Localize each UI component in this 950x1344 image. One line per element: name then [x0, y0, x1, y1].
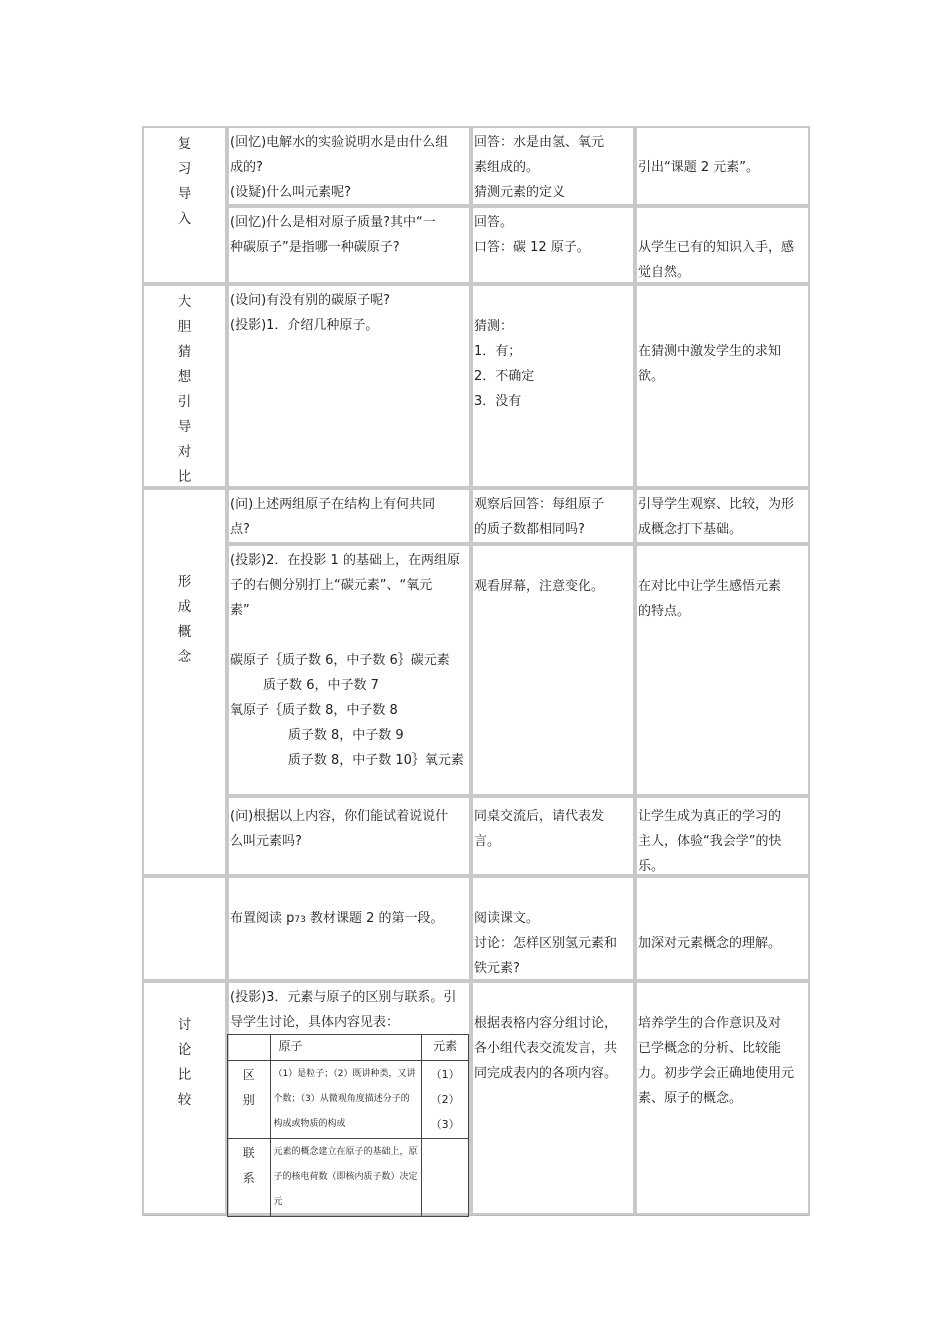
text-line: 的质子数都相同吗? [474, 522, 585, 537]
text-line: 觉自然。 [638, 265, 691, 280]
text-line: 论 [177, 1042, 192, 1058]
text-line: 素” [230, 603, 250, 618]
text-line: 胆 [177, 319, 192, 335]
r8-purpose [635, 981, 810, 1215]
text-line: 1．有； [474, 344, 522, 359]
text-line: 较 [177, 1092, 192, 1108]
atom-element-table [227, 1034, 469, 1217]
inner-diff-atom: （1）是粒子；（2）既讲种类，又讲个数；（3）从微观角度描述分子的构成或物质的构成 [270, 1061, 422, 1139]
r6-teacher [227, 796, 471, 876]
text-line: 同桌交流后，请代表发 [474, 809, 605, 824]
text-line: (投影)1．介绍几种原子。 [230, 318, 379, 333]
stage-reading [142, 876, 227, 981]
text-line: 回答：水是由氢、氧元 [474, 135, 605, 150]
text-line: 培养学生的合作意识及对 [638, 1016, 782, 1031]
text-line: 力。初步学会正确地使用元 [638, 1066, 795, 1081]
text-line: 么叫元素吗? [230, 834, 302, 849]
text-line: 从学生已有的知识入手，感 [638, 240, 795, 255]
r2-student [471, 206, 635, 284]
text-line: 成 [177, 599, 192, 615]
inner-diff-element: （1） （2） （3） [422, 1061, 469, 1139]
text-line: 引导学生观察、比较，为形 [638, 497, 795, 512]
text-line: 猜测元素的定义 [474, 185, 566, 200]
text-line: 质子数 8，中子数 10｝氧元素 [230, 753, 464, 768]
inner-header-element: 元素 [422, 1035, 469, 1061]
text-line: (设问)有没有别的碳原子呢? [230, 293, 391, 308]
text-line [230, 623, 468, 648]
inner-header-atom: 原子 [270, 1035, 422, 1061]
text-line: 复 [177, 136, 192, 152]
text-line: 点? [230, 522, 250, 537]
text-line: 各小组代表交流发言，共 [474, 1041, 618, 1056]
stage-discuss [142, 981, 227, 1215]
text-line: 的特点。 [638, 604, 691, 619]
text-line: 导 [177, 419, 192, 435]
inner-link-element [422, 1139, 469, 1217]
text-line: 导学生讨论，具体内容见表： [230, 1015, 400, 1030]
text-line: 比 [177, 469, 192, 485]
text-line: 乐。 [638, 859, 665, 874]
text-line: 铁元素? [474, 961, 520, 976]
text-line: 引出“课题 2 元素”。 [638, 160, 760, 175]
text-line: 猜测： [474, 319, 514, 334]
inner-diff-label: 区 别 [228, 1061, 271, 1139]
text-line: (问)上述两组原子在结构上有何共同 [230, 497, 436, 512]
inner-link-row [228, 1139, 469, 1217]
inner-corner [228, 1035, 271, 1061]
text-line: 观察后回答：每组原子 [474, 497, 605, 512]
r7-student [471, 876, 635, 981]
text-line: (回忆)什么是相对原子质量?其中“一 [230, 215, 436, 230]
r1-student [471, 126, 635, 206]
r2-teacher [227, 206, 471, 284]
text-line: 比 [177, 1067, 192, 1083]
text-line: 成的? [230, 160, 263, 175]
text-line: 让学生成为真正的学习的 [638, 809, 782, 824]
r3-teacher [227, 284, 471, 488]
text-line: 素、原子的概念。 [638, 1091, 743, 1106]
text-line: (回忆)电解水的实验说明水是由什么组 [230, 135, 449, 150]
text-line: 质子数 8，中子数 9 [230, 728, 404, 743]
r6-purpose [635, 796, 810, 876]
text-line: 导 [177, 186, 192, 202]
text-line: 氧原子｛质子数 8，中子数 8 [230, 703, 398, 718]
text-line: 大 [177, 294, 192, 310]
inner-diff-row [228, 1061, 469, 1139]
text-line: (问)根据以上内容，你们能试着说说什 [230, 809, 449, 824]
text-line: 加深对元素概念的理解。 [638, 936, 782, 951]
r7-purpose [635, 876, 810, 981]
text-line: 素组成的。 [474, 160, 540, 175]
stage-review [142, 126, 227, 284]
r1-teacher [227, 126, 471, 206]
text-line: 已学概念的分析、比较能 [638, 1041, 782, 1056]
text-line: 回答。 [474, 215, 514, 230]
r4-student [471, 488, 635, 544]
text-line: 言。 [474, 834, 501, 849]
text-line: 讨 [177, 1017, 192, 1033]
text-line: 观看屏幕，注意变化。 [474, 579, 605, 594]
r5-teacher [227, 544, 471, 796]
r3-student [471, 284, 635, 488]
text-line: 引 [177, 394, 192, 410]
text-line: 讨论：怎样区别氢元素和 [474, 936, 618, 951]
r3-purpose [635, 284, 810, 488]
r4-purpose [635, 488, 810, 544]
text-line: 念 [177, 649, 192, 665]
inner-link-atom: 元素的概念建立在原子的基础上，原子的核电荷数（即核内质子数）决定元 [270, 1139, 422, 1217]
text-line: 在对比中让学生感悟元素 [638, 579, 782, 594]
text-line: 概 [177, 624, 192, 640]
r5-purpose [635, 544, 810, 796]
text-line: 猜 [177, 344, 192, 360]
text-line: 2．不确定 [474, 369, 535, 384]
r7-teacher [227, 876, 471, 981]
text-line: 在猜测中激发学生的求知 [638, 344, 782, 359]
stage-concept [142, 488, 227, 876]
inner-header-row [228, 1035, 469, 1061]
text-line: 3．没有 [474, 394, 522, 409]
text-line: 子的右侧分别打上“碳元素”、“氧元 [230, 578, 433, 593]
stage-guess [142, 284, 227, 488]
r8-student [471, 981, 635, 1215]
text-line: 对 [177, 444, 192, 460]
text-line: 形 [177, 574, 192, 590]
text-line: 阅读课文。 [474, 911, 540, 926]
r4-teacher [227, 488, 471, 544]
text-line: 质子数 6，中子数 7 [230, 678, 379, 693]
text-line: 种碳原子”是指哪一种碳原子? [230, 240, 400, 255]
text-line: 碳原子｛质子数 6，中子数 6｝碳元素 [230, 653, 450, 668]
text-line: 欲。 [638, 369, 665, 384]
text-line: 成概念打下基础。 [638, 522, 743, 537]
text-line: (投影)2．在投影 1 的基础上，在两组原 [230, 553, 460, 568]
r2-purpose [635, 206, 810, 284]
text-line: 主人，体验“我会学”的快 [638, 834, 782, 849]
text-line: 根据表格内容分组讨论， [474, 1016, 618, 1031]
text-line: 口答：碳 12 原子。 [474, 240, 590, 255]
text-line: 习 [177, 161, 192, 177]
text-line: 同完成表内的各项内容。 [474, 1066, 618, 1081]
text-line: (投影)3．元素与原子的区别与联系。引 [230, 990, 457, 1005]
r1-purpose [635, 126, 810, 206]
inner-link-label: 联 系 [228, 1139, 271, 1217]
r7-teacher-text: 布置阅读 p73 教材课题 2 的第一段。 [230, 911, 444, 926]
r6-student [471, 796, 635, 876]
text-line: (设疑)什么叫元素呢? [230, 185, 352, 200]
r5-student [471, 544, 635, 796]
text-line: 入 [177, 211, 192, 227]
text-line: 想 [177, 369, 192, 385]
